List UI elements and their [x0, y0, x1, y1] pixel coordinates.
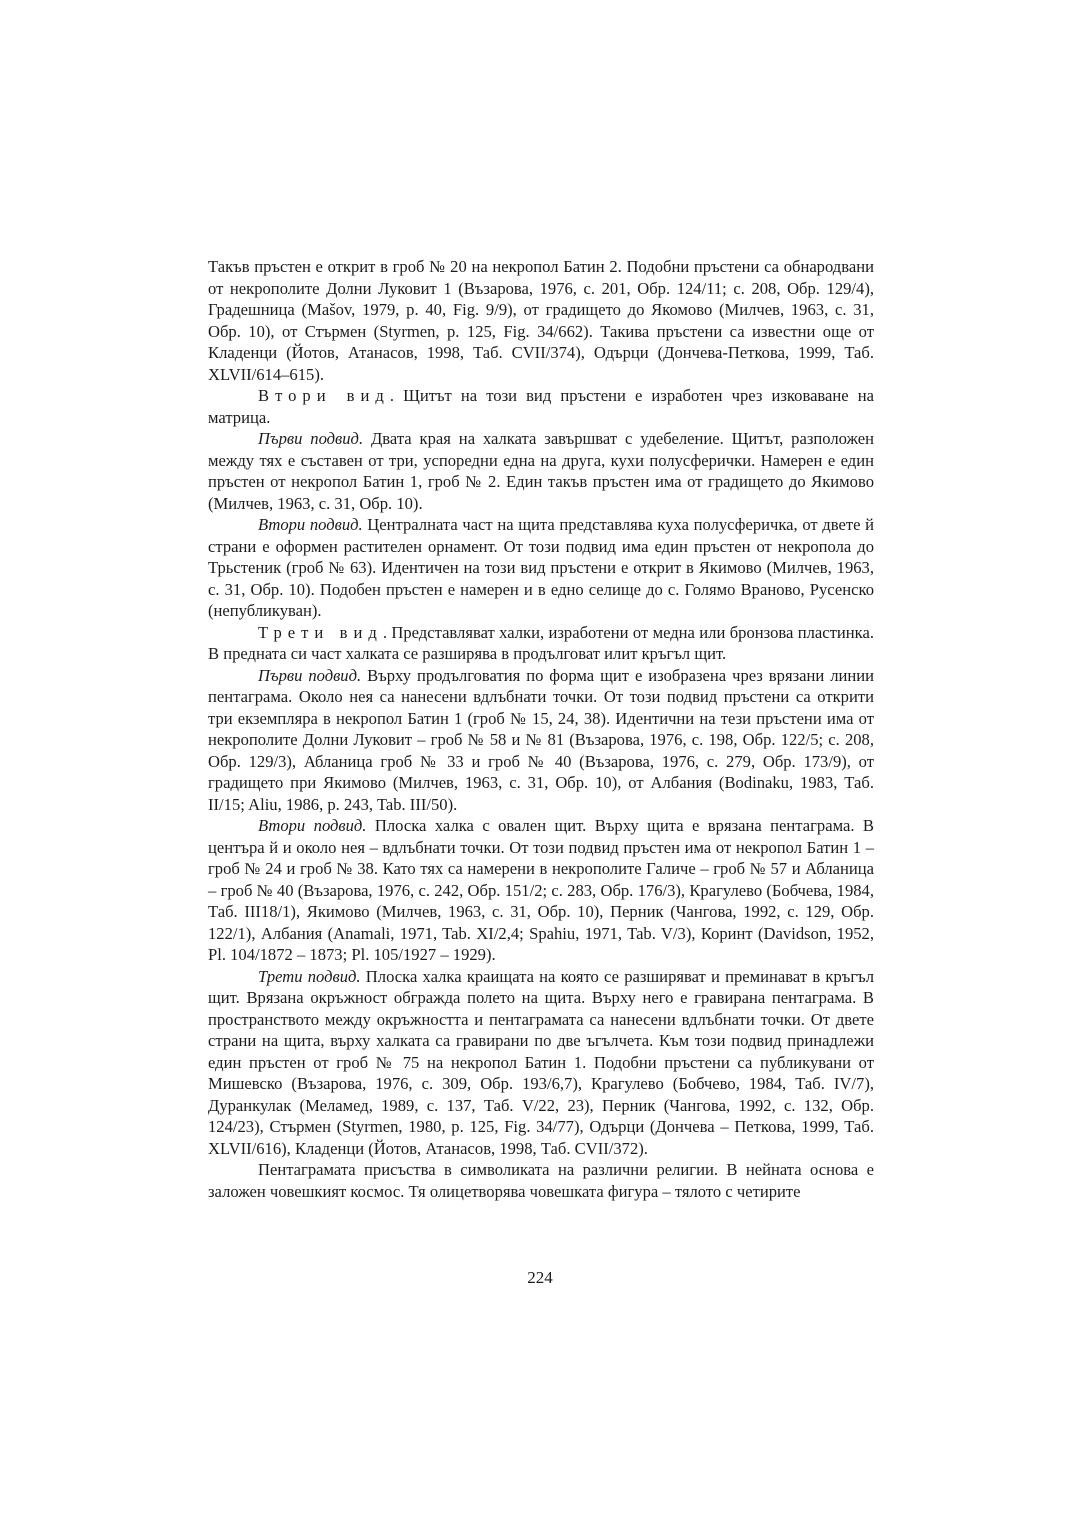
- paragraph-3-text: Двата края на халката завършват с удебеление. Щитът, разположен между тях е съставен от три, успоредни една на друга, кухи полусферички. Намерен е един пръстен от некропол Батин 1, гроб № 2. Един такъв пръстен има от градището до Якимово (Милчев, 1963, с. 31, Обр. 10).: [208, 429, 874, 513]
- subtype-heading-second: Втори подвид.: [258, 515, 363, 534]
- paragraph-7-text: Плоска халка с овален щит. Върху щита е врязана пентаграма. В центъра й и около нея – вдлъбнати точки. От този подвид пръстен има от некропол Батин 1 – гроб № 24 и гроб № 38. Като тях са намерени в некрополите Галиче – гроб № 57 и Абланица – гроб № 40 (Възарова, 1976, с. 242, Обр. 151/2; с. 283, Обр. 176/3), Крагулево (Бобчева, 1984, Таб. III18/1), Якимово (Милчев, 1963, с. 31, Обр. 10), Перник (Чангова, 1992, с. 129, Обр. 122/1), Албания (Anamali, 1971, Tab. XI/2,4; Spahiu, 1971, Tab. V/3), Коринт (Davidson, 1952, Pl. 104/1872 – 1873; Pl. 105/1927 – 1929).: [208, 816, 874, 964]
- paragraph-9: Пентаграмата присъства в символиката на различни религии. В нейната основа е заложен човешкият космос. Тя олицетворява човешката фигура – тялото с четирите: [208, 1160, 874, 1201]
- paragraph-3: [208, 428, 874, 514]
- paragraph-8-text: Плоска халка краищата на която се разширяват и преминават в кръгъл щит. Врязана окръжност обгражда полето на щита. Върху него е гравирана пентаграма. В пространството между окръжността и пентаграмата са нанесени вдлъбнати точки. От двете страни на щита, върху халката са гравирани по две ъгълчета. Към този подвид принадлежи един пръстен от гроб № 75 на некропол Батин 1. Подобни пръстени са публикувани от Мишевско (Възарова, 1976, с. 309, Обр. 193/6,7), Крагулево (Бобчево, 1984, Таб. IV/7), Дуранкулак (Меламед, 1989, с. 137, Таб. V/22, 23), Перник (Чангова, 1992, с. 132, Обр. 124/23), Стърмен (Styrmen, 1980, p. 125, Fig. 34/77), Одърци (Дончева – Петкова, 1999, Таб. XLVII/616), Кладенци (Йотов, Атанасов, 1998, Таб. CVII/372).: [208, 966, 874, 1158]
- subtype-heading-second-b: Втори подвид.: [258, 816, 367, 835]
- paragraph-5: [208, 622, 874, 665]
- paragraph-1: Такъв пръстен е открит в гроб № 20 на некропол Батин 2. Подобни пръстени са обнародвани от некрополите Долни Луковит 1 (Възарова, 1976, с. 201, Обр. 124/11; с. 208, Обр. 129/4), Градешница (Mašov, 1979, p. 40, Fig. 9/9), от градището до Якомово (Милчев, 1963, с. 31, Обр. 10), от Стърмен (Styrmen, p. 125, Fig. 34/662). Такива пръстени са известни още от Кладенци (Йотов, Атанасов, 1998, Таб. CVII/374), Одърци (Дончева-Петкова, 1999, Таб. XLVII/614–615).: [208, 257, 874, 384]
- paragraph-8: [208, 966, 874, 1160]
- page-body: [208, 256, 874, 1202]
- page-number: 224: [527, 1268, 553, 1287]
- section-heading-third-type: Трети вид: [258, 622, 383, 642]
- section-heading-second-type: Втори вид: [258, 386, 390, 405]
- subtype-heading-first: Първи подвид.: [258, 429, 364, 448]
- paragraph-6-text: Върху продълговатия по форма щит е изобразена чрез врязани линии пентаграма. Около нея са нанесени вдлъбнати точки. От този подвид пръстени са открити три екземпляра в некропол Батин 1 (гроб № 15, 24, 38). Идентични на тези пръстени има от некрополите Долни Луковит – гроб № 58 и № 81 (Възарова, 1976, с. 198, Обр. 122/5; с. 208, Обр. 129/3), Абланица гроб № 33 и гроб № 40 (Възарова, 1976, с. 279, Обр. 173/9), от градището при Якимово (Милчев, 1963, с. 31, Обр. 10), от Албания (Bodinaku, 1983, Таб. II/15; Aliu, 1986, p. 243, Tab. III/50).: [208, 665, 874, 814]
- paragraph-7: [208, 815, 874, 966]
- paragraph-4: [208, 514, 874, 622]
- paragraph-5-text: . Представляват халки, изработени от медна или бронзова пластинка. В предната си част халката се разширява в продълговат илит кръгъл щит.: [208, 622, 874, 663]
- subtype-heading-third: Трети подвид.: [258, 966, 361, 986]
- paragraph-2-text: . Щитът на този вид пръстени е изработен чрез изковаване на матрица.: [208, 386, 875, 427]
- paragraph-6: [208, 665, 874, 816]
- paragraph-4-text: Централната част на щита представлява куха полусферичка, от двете й страни е оформен растителен орнамент. От този подвид има един пръстен от некропола до Трьстеник (гроб № 63). Идентичен на този вид пръстени е открит в Якимово (Милчев, 1963, с. 31, Обр. 10). Подобен пръстен е намерен и в едно селище до с. Голямо Враново, Русенско (непубликуван).: [208, 515, 874, 620]
- paragraph-2: [208, 385, 874, 428]
- subtype-heading-first-b: Първи подвид.: [258, 665, 362, 685]
